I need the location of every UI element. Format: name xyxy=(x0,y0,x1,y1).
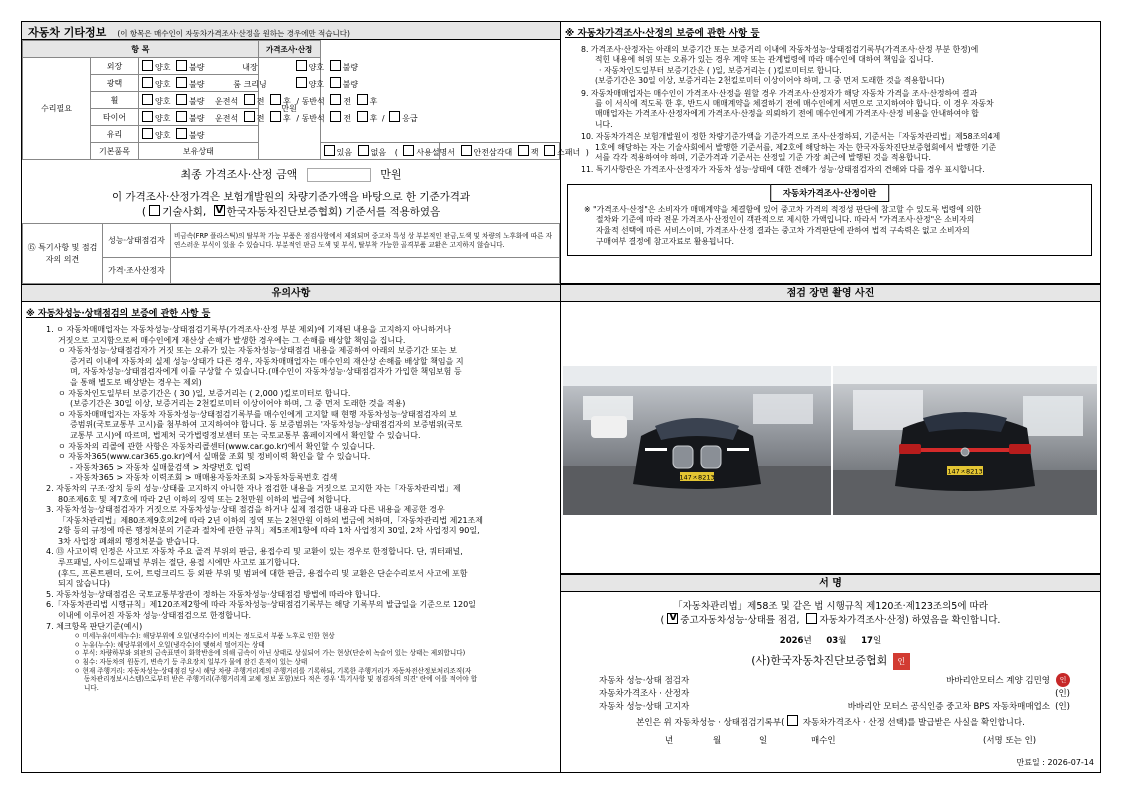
criteria-line: ㅇ 침수: 자동차의 원동기, 변속기 등 주요장치 일부가 물에 잠긴 흔적이 있는 상태 xyxy=(74,658,308,666)
interior-bad-checkbox[interactable] xyxy=(330,60,341,71)
note-line: 6.「자동차관리법 시행규칙」제120조제2항에 따라 자동차성능·상태점검기록부는 해당 기록부의 발급일을 기준으로 120일 xyxy=(46,600,476,610)
good-label: 양호 xyxy=(155,130,171,140)
wheel-driver-rear-checkbox[interactable] xyxy=(270,94,281,105)
price-guarantee-list xyxy=(561,42,1100,176)
signature-row-value: 바바리안모터스 계양 김민영 xyxy=(946,675,1050,686)
gloss-bad-checkbox[interactable] xyxy=(176,77,187,88)
basic-yes-label: 있음 xyxy=(336,147,353,157)
organization-seal: 인 xyxy=(893,653,910,670)
tire-driver-rear-checkbox[interactable] xyxy=(270,111,281,122)
inspector-opinion-text: 비금속(FRP 플라스틱)의 탈부착 가능 부품은 점검사항에서 제외되며 중고차 특성 상 부분적인 판금,도색 및 차량의 노후화에 따른 자연스러운 부식이 있을 수 있습니다. 부분적인 판금 도색 및 부식, 탈부착 가능한 골격부품 교환은 고지하지 않습니다. xyxy=(171,224,560,258)
notes-criteria-list xyxy=(22,632,560,692)
good-label: 양호 xyxy=(308,62,325,72)
rear-label: 후 xyxy=(369,113,378,123)
confirm-inspection-checkbox[interactable] xyxy=(667,613,678,624)
note-line: 1. ㅇ 자동차매매업자는 자동차성능·상태점검기록부(가격조사·산정 부분 제외)에 기재된 내용을 고지하지 아니하거나 xyxy=(46,325,452,334)
row-exterior-options xyxy=(139,58,359,75)
jack-checkbox[interactable] xyxy=(518,145,529,156)
driver-side-label: 운전석 xyxy=(215,113,239,123)
row-tire-label: 타이어 xyxy=(91,109,139,126)
exterior-bad-checkbox[interactable] xyxy=(176,60,187,71)
standard-end: ) 기준서를 적용하였음 xyxy=(338,206,441,218)
driver-side-label: 운전석 xyxy=(215,96,239,106)
issue-month-unit: 월 xyxy=(838,636,847,646)
notes-list xyxy=(22,325,560,632)
note-line: 며, 자동차성능·상태점검자에게 이를 구상할 수 있습니다.(매수인이 자동차성능·상태점검자가 가입한 책임보험 등 xyxy=(70,367,462,377)
jack-label: 잭 xyxy=(530,147,539,157)
tire-bad-checkbox[interactable] xyxy=(176,111,187,122)
repair-needed-label: 수리필요 xyxy=(23,58,91,160)
signature-header: 서 명 xyxy=(561,574,1100,592)
standard-line-1: 이 가격조사·산정가격은 보험개발원의 차량기준가액을 바탕으로 한 기준가격과 xyxy=(111,191,471,203)
row-glass-options xyxy=(139,126,259,143)
buyer-month-label: 월 xyxy=(713,735,722,746)
triangle-checkbox[interactable] xyxy=(461,145,472,156)
basic-yes-checkbox[interactable] xyxy=(324,145,335,156)
tire-emergency-checkbox[interactable] xyxy=(389,111,400,122)
note-line: 2. 자동차의 구조·장치 등의 성능·상태를 고지하지 아니한 자나 점검한 내용을 거짓으로 고지한 자는「자동차관리법」제 xyxy=(46,483,461,493)
final-price-label: 최종 가격조사·산정 금액 xyxy=(180,168,298,181)
technician-label: 기술사회, xyxy=(162,206,207,218)
signature-row-label: 자동차 성능·상태 점검자 xyxy=(599,675,690,686)
criteria-line: ㅇ 누유(누수): 해당부위에서 오일(냉각수)이 맺혀서 떨어지는 상태 xyxy=(74,640,265,649)
final-price-row xyxy=(22,166,560,186)
association-checkbox[interactable] xyxy=(214,205,225,216)
extra-info-subtitle: (이 항목은 매수인이 자동차가격조사·산정을 원하는 경우에만 적습니다) xyxy=(117,29,350,38)
inspector-opinion-label: 성능·상태점검자 xyxy=(103,224,171,258)
note-line: - 자동차365 > 자동차 이력조회 > 매매용자동차조회 >자동차등록번호 검색 xyxy=(70,473,338,483)
spanner-label: 스패너 xyxy=(557,147,581,157)
row-wheel-label: 휠 xyxy=(91,92,139,109)
definition-line: ※ "가격조사·산정"은 소비자가 매매계약을 체결함에 있어 중고차 가격의 적정성 판단에 참고할 수 있도록 법령에 의한 xyxy=(584,204,982,214)
note-line: 거짓으로 고지함으로써 매수인에게 재산상 손해가 발생한 경우에는 그 손해를 배상할 책임을 집니다. xyxy=(58,335,406,345)
triangle-label: 안전삼각대 xyxy=(473,147,513,157)
criteria-line: ㅇ 부식: 차량하부와 외판의 금속표면이 화학반응에 의해 금속이 아닌 상태로 상실되어 가는 현상(단순히 녹슬어 있는 상태는 제외합니다) xyxy=(74,649,466,658)
price-definition-title: 자동차가격조사·산정이란 xyxy=(770,184,890,202)
good-label: 양호 xyxy=(155,62,171,72)
front-label: 전 xyxy=(343,96,352,106)
front-plate-text: 147ㅈ8213 xyxy=(679,473,715,482)
final-price-unit: 만원 xyxy=(380,168,402,181)
guarantee-line: 매매업자는 가격조사·산정자에게 가격조사·산정을 의뢰하기 전에 매수인에게 가격조사·산정 비용을 안내하여야 합 xyxy=(595,109,979,119)
note-line: 「자동차관리법」제80조제9호의2에 따라 2년 이하의 징역 또는 2천만원 이하의 벌금에 처하며,「자동차관리법 제21조제 xyxy=(58,515,483,525)
bad-label: 불량 xyxy=(189,79,205,89)
rear-label: 후 xyxy=(369,96,378,106)
manual-checkbox[interactable] xyxy=(403,145,414,156)
signature-row-seal[interactable]: (인) xyxy=(1055,701,1070,712)
opinion-table xyxy=(22,223,560,284)
organization-name: (사)한국자동차진단보증협회 xyxy=(751,654,888,667)
guarantee-line: 1호에 해당하는 자는 기술사회에서 발행한 기준서를, 제2호에 해당하는 자는 한국자동차진단보증협회에서 발행한 기준 xyxy=(595,142,997,152)
issue-date xyxy=(561,634,1100,646)
law-line: 「자동차관리법」제58조 및 같은 법 시행규칙 제120조·제123조의5에 따라 xyxy=(673,601,988,612)
extra-info-table xyxy=(22,40,589,160)
basic-items-options xyxy=(320,143,589,160)
note-line: (보증기간은 30일 이상, 보증거리는 2천킬로미터 이상이어야 하며, 그 중 먼저 도래한 것을 적용) xyxy=(70,399,406,409)
note-line: 4. ⑬ 사고이력 인정은 사고로 자동차 주요 골격 부위의 판금, 용접수리 및 교환이 있는 경우로 한정합니다. 단, 쿼터패널, xyxy=(46,547,463,557)
signature-row-label: 자동차 성능·상태 고지자 xyxy=(599,701,690,712)
confirm-appraisal-label: 자동차가격조사·산정) 하였음을 확인합니다. xyxy=(819,615,1001,626)
wheel-driver-front-checkbox[interactable] xyxy=(244,94,255,105)
buyer-row xyxy=(561,734,1100,746)
wheel-bad-checkbox[interactable] xyxy=(176,94,187,105)
note-line: ㅇ 자동차인도일부터 보증기간은 ( 30 )일, 보증거리는 ( 2,000 )킬로미터로 합니다. xyxy=(58,388,351,398)
guarantee-line: · 자동차인도일부터 보증기간은 ( )일, 보증거리는 ( )킬로미터로 합니다. xyxy=(599,65,842,75)
guarantee-line: 를 이 서식에 적도록 한 후, 반드시 매매계약을 체결하기 전에 매수인에게 서면으로 고지하여야 합니다. 이 경우 자동차 xyxy=(595,99,994,109)
spanner-checkbox[interactable] xyxy=(544,145,555,156)
confirm-line xyxy=(561,613,1100,627)
room-good-checkbox[interactable] xyxy=(296,77,307,88)
good-label: 양호 xyxy=(155,79,171,89)
notes-header: 유의사항 xyxy=(22,284,560,302)
confirm-appraisal-checkbox[interactable] xyxy=(806,613,817,624)
front-label: 전 xyxy=(256,113,265,123)
note-line: 을 통해 별도로 배상받는 경우는 제외) xyxy=(70,377,202,387)
gloss-good-checkbox[interactable] xyxy=(142,77,153,88)
buyer-label: 매수인 xyxy=(811,735,836,746)
expiry-date: 만료일 : 2026-07-14 xyxy=(1016,758,1094,767)
row-exterior-label: 외장 xyxy=(91,58,139,75)
bad-label: 불량 xyxy=(189,113,205,123)
wheel-passenger-front-checkbox[interactable] xyxy=(330,94,341,105)
glass-bad-checkbox[interactable] xyxy=(176,128,187,139)
standard-line-2 xyxy=(22,205,560,220)
appraiser-opinion-text xyxy=(171,258,560,284)
col-item-header: 항 목 xyxy=(23,41,259,58)
row-gloss-options xyxy=(139,75,359,92)
signature-rows xyxy=(561,674,1100,713)
note-line: 이내에 이루어진 자동차 성능·상태점검으로 한정합니다. xyxy=(58,611,251,621)
price-unit: 만원 xyxy=(258,58,320,160)
manual-label: 사용설명서 xyxy=(416,147,455,157)
basic-close-paren: ) xyxy=(585,147,589,157)
front-label: 전 xyxy=(256,96,265,106)
extra-info-panel xyxy=(21,21,589,284)
signature-row xyxy=(561,700,1100,713)
rear-label: 후 xyxy=(283,113,291,123)
guarantee-line: 10. 자동차가격은 보험개발원이 정한 차량기준가액을 기준가격으로 조사·산정하되, 기준서는「자동차관리법」제58조의4제 xyxy=(581,132,1001,142)
signature-row xyxy=(561,687,1100,700)
basic-no-label: 없음 xyxy=(370,147,387,157)
rear-car-photo xyxy=(833,366,1097,515)
basic-items-label: 기본품목 xyxy=(91,143,139,160)
confirm-inspection-label: 중고자동차성능·상태를 점검, xyxy=(680,615,800,626)
note-line: 3차 사업장 폐쇄의 행정처분을 받습니다. xyxy=(58,536,200,546)
note-line: 2항 등의 규정에 따른 행정처분의 기준과 절차에 관한 규칙」제5조제1항에 따라 1차 사업정지 30일, 2차 사업정지 90일, xyxy=(58,526,480,536)
good-label: 양호 xyxy=(155,113,171,123)
guarantee-line: 11. 특기사항란은 가격조사·산정자가 자동차 성능·상태에 대한 견해가 성능·상태점검자의 견해와 다를 경우 표시합니다. xyxy=(581,165,985,175)
signature-panel xyxy=(561,574,1101,773)
receipt-text-a: 본인은 위 자동차성능 · 상태점검기록부( xyxy=(636,717,785,728)
signature-row-label: 자동차가격조사 · 산정자 xyxy=(599,688,690,699)
criteria-line: ㅇ 미세누유(미세누수): 해당부위에 오일(냉각수)이 비치는 정도로서 부품 노후로 인한 현상 xyxy=(74,632,335,641)
price-guarantee-panel xyxy=(561,21,1101,284)
good-label: 양호 xyxy=(308,79,325,89)
basic-no-checkbox[interactable] xyxy=(358,145,369,156)
signature-row-seal[interactable]: (인) xyxy=(1055,688,1070,699)
extra-info-title: 자동차 기타정보 xyxy=(28,26,107,39)
row-room-cleaning-label: 룸 크리닝 xyxy=(233,79,267,89)
buyer-day-label: 일 xyxy=(759,735,768,746)
note-line: 3. 자동차성능·상태점검자가 거짓으로 자동차성능·상태 점검을 하거나 실제 점검한 내용과 다른 내용을 제공한 경우 xyxy=(46,505,445,515)
passenger-side-label: / 동반석 xyxy=(296,113,325,123)
note-line: (후드, 프론트펜더, 도어, 트렁크리드 등 외판 부위 및 범퍼에 대한 판금, 용접수리 및 교환은 단순수리로서 사고에 포함 xyxy=(58,568,468,578)
row-glass-label: 유리 xyxy=(91,126,139,143)
interior-good-checkbox[interactable] xyxy=(296,60,307,71)
photos-panel xyxy=(561,284,1101,574)
issue-day: 17 xyxy=(861,636,873,646)
bad-label: 불량 xyxy=(342,79,359,89)
signature-row-seal[interactable]: 인 xyxy=(1056,673,1070,687)
rear-plate-text: 147ㅈ8213 xyxy=(947,467,983,476)
note-line: ㅇ 자동차매매업자는 자동차 자동차성능·상태점검기록부를 매수인에게 고지할 때 현행 자동차성능·상태점검자의 보 xyxy=(58,409,457,419)
room-bad-checkbox[interactable] xyxy=(330,77,341,88)
guarantee-line: 적힌 내용에 허위 또는 오류가 있는 경우 계약 또는 관계법령에 따라 매수인에 대하여 책임을 집니다. xyxy=(595,55,934,65)
wheel-good-checkbox[interactable] xyxy=(142,94,153,105)
association-label: 한국자동차진단보증협회 xyxy=(226,206,339,218)
note-line: - 자동차365 > 자동차 실매물검색 > 차량번호 입력 xyxy=(70,462,251,472)
criteria-line: ㅇ 현재 주행거리: 자동차성능·상태점검 당시 해당 차량 주행거리계의 주행거리를 기록하되, 기록한 주행거리가 자동차전산정보처리조직(자 xyxy=(74,666,472,675)
front-car-photo xyxy=(563,366,831,515)
tire-good-checkbox[interactable] xyxy=(142,111,153,122)
criteria-line: 니다. xyxy=(84,683,99,692)
definition-line: 구매여부 결정에 참고자료로 활용됩니다. xyxy=(596,236,734,246)
tire-passenger-rear-checkbox[interactable] xyxy=(357,111,368,122)
issue-month: 03 xyxy=(826,636,839,646)
buyer-sign-or-seal[interactable]: (서명 또는 인) xyxy=(983,735,1037,746)
emergency-label: 응급 xyxy=(402,113,418,123)
glass-good-checkbox[interactable] xyxy=(142,128,153,139)
receipt-appraisal-checkbox[interactable] xyxy=(787,715,798,726)
opinion-label: ⑮ 특기사항 및 점검자의 의견 xyxy=(23,224,103,284)
guarantee-line: 서를 각각 적용하여야 하며, 기준가격과 기준서는 산정일 기준 가장 최근에 발행된 것을 적용합니다. xyxy=(595,153,931,163)
criteria-line: 동차관리정보시스템)으로부터 받은 주행거리(주행거리계 교체 정보 포함)보다 적은 경우 '특기사항 및 점검자의 의견' 란에 이를 적어야 합 xyxy=(84,675,478,684)
note-line: 5. 자동차성능·상태점검은 국토교통부장관이 정하는 자동차성능·상태점검 방법에 따라야 합니다. xyxy=(46,589,381,599)
tire-passenger-front-checkbox[interactable] xyxy=(330,111,341,122)
standard-open-paren: ( xyxy=(141,206,146,218)
organization-row xyxy=(561,652,1100,670)
notes-title: ※ 자동차성능·상태점검의 보증에 관한 사항 등 xyxy=(26,309,211,319)
passenger-side-label: / 동반석 xyxy=(296,96,325,106)
issue-year: 2026 xyxy=(779,636,804,646)
photos-header: 점검 장면 촬영 사진 xyxy=(561,284,1100,302)
note-line: ㅇ 자동차365(www.car365.go.kr)에서 실매물 조회 및 정비이력 확인을 할 수 있습니다. xyxy=(58,452,371,462)
note-line: 루프패널, 사이드실패널 부위는 절단, 용접 시에만 사고로 표기합니다. xyxy=(58,558,300,568)
note-line: ㅇ 자동차성능·상태점검자가 거짓 또는 오류가 있는 자동차성능·상태점검 내용을 제공하여 아래의 보증기간 또는 보 xyxy=(58,346,457,356)
definition-line: 자율적 선택에 따른 서비스이며, 가격조사·산정 결과는 중고차 가격판단에 관하여 법적 구속력은 없고 소비자의 xyxy=(596,226,970,236)
note-line: 되지 않습니다) xyxy=(58,579,111,589)
buyer-year-label: 년 xyxy=(665,735,674,746)
appraiser-opinion-label: 가격·조사산정자 xyxy=(103,258,171,284)
signature-row xyxy=(561,674,1100,687)
receipt-line xyxy=(561,715,1100,728)
standard-statement xyxy=(22,190,560,220)
tire-driver-front-checkbox[interactable] xyxy=(244,111,255,122)
guarantee-line: (보증기간은 30일 이상, 보증거리는 2천킬로미터 이상이어야 하며, 그 중 먼저 도래한 것을 적용합니다) xyxy=(595,76,945,86)
note-line: 교통부 고시)에 따르며, 법제처 국가법령정보센터 또는 국토교통부 홈페이지에서 확인할 수 있습니다. xyxy=(70,430,421,440)
row-interior-label: 내장 xyxy=(242,62,258,72)
signature-row-value: 바바리안 모터스 공식인증 중고차 BPS 자동차매매업소 xyxy=(847,701,1050,712)
row-tire-options: 양호 불량 운전석 전 후 / 동반석 전 후 / 응급 xyxy=(139,109,259,126)
law-statement xyxy=(561,600,1100,627)
bad-label: 불량 xyxy=(189,130,205,140)
wheel-passenger-rear-checkbox[interactable] xyxy=(357,94,368,105)
col-price-header: 가격조사·산정 xyxy=(258,41,320,58)
note-line: 80조제6호 및 제7호에 따라 2년 이하의 징역 또는 2천만원 이하의 벌금에 처합니다. xyxy=(58,494,351,504)
final-price-input[interactable] xyxy=(307,168,371,182)
guarantee-line: 8. 가격조사·산정자는 아래의 보증기간 또는 보증거리 이내에 자동차성능·상태점검기록부(가격조사·산정 부분 한정)에 xyxy=(581,45,979,54)
guarantee-line: 9. 자동차매매업자는 매수인이 가격조사·산정을 원할 경우 가격조사·산정자가 해당 자동차 가격을 조사·산정하여 결과 xyxy=(581,88,978,98)
bad-label: 불량 xyxy=(189,62,205,72)
technician-checkbox[interactable] xyxy=(149,205,160,216)
confirm-open-paren: ( xyxy=(660,615,665,626)
note-line: ㅇ 자동차의 리콜에 관한 사항은 자동차리콜센터(www.car.go.kr)에서 확인할 수 있습니다. xyxy=(58,441,376,451)
front-label: 전 xyxy=(343,113,352,123)
issue-day-unit: 일 xyxy=(872,636,882,646)
note-line: 7. 체크항목 판단기준(예시) xyxy=(46,621,143,631)
definition-line: 절차와 기준에 따라 전문 가격조사·산정인이 객관적으로 제시한 가액입니다. 따라서 "가격조사·산정"은 소비자의 xyxy=(596,215,975,225)
price-guarantee-title: ※ 자동차가격조사·산정의 보증에 관한 사항 등 xyxy=(565,28,760,39)
basic-items-sub-label: 보유상태 xyxy=(139,143,259,160)
row-gloss-label: 광택 xyxy=(91,75,139,92)
notes-panel xyxy=(21,284,561,773)
exterior-good-checkbox[interactable] xyxy=(142,60,153,71)
basic-open-paren: ( xyxy=(394,147,398,157)
good-label: 양호 xyxy=(155,96,171,106)
guarantee-line: 니다. xyxy=(595,119,613,129)
price-definition-box xyxy=(567,184,1092,256)
note-line: 증범위(국토교통부 고시)를 첨부하여 고지하여야 합니다. 동 보증범위는 '자동차성능·상태점검자의 보증범위(국토 xyxy=(70,420,463,430)
extra-info-header xyxy=(22,22,560,40)
issue-year-unit: 년 xyxy=(803,636,812,646)
note-line: 증거리 이내에 자동차의 실제 성능·상태가 다른 경우, 자동차매매업자는 매수인의 재산상 손해를 배상할 책임을 지 xyxy=(70,356,464,366)
bad-label: 불량 xyxy=(342,62,359,72)
rear-label: 후 xyxy=(283,96,291,106)
bad-label: 불량 xyxy=(189,96,205,106)
receipt-text-b: 자동차가격조사 · 산정 선택)를 발급받은 사실을 확인합니다. xyxy=(802,717,1025,728)
